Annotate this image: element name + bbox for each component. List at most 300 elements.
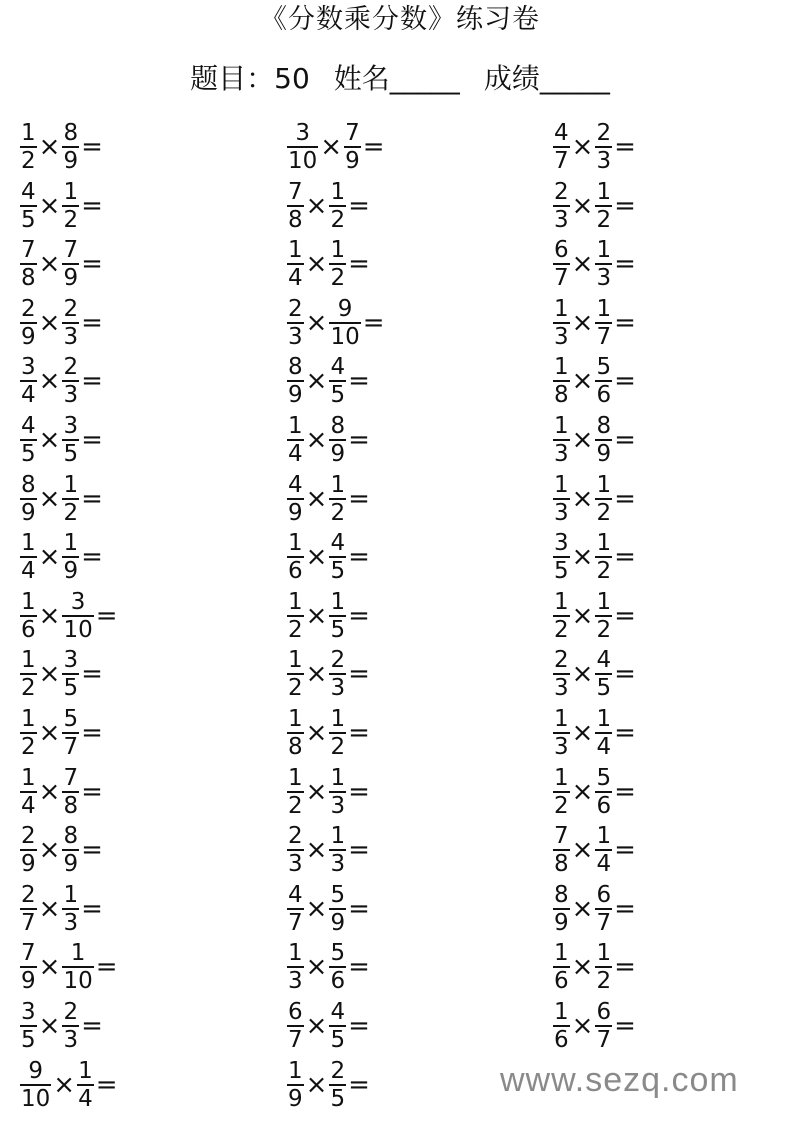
fraction-denominator: 3 — [63, 323, 79, 350]
fraction — [287, 238, 304, 290]
fraction — [62, 824, 79, 876]
fraction-denominator: 4 — [21, 792, 36, 819]
fraction — [329, 297, 360, 349]
equals-sign: = — [81, 249, 103, 280]
fraction-numerator: 7 — [21, 940, 36, 967]
problem-item — [20, 589, 118, 643]
fraction-denominator: 2 — [330, 499, 346, 526]
problem-item — [287, 940, 370, 994]
fraction-denominator: 2 — [288, 616, 303, 643]
fraction-denominator: 2 — [21, 734, 36, 760]
problem-item — [20, 647, 103, 701]
problem-item — [553, 413, 636, 467]
fraction-denominator: 5 — [330, 382, 346, 409]
multiply-sign: × — [305, 776, 328, 807]
fraction — [595, 707, 612, 759]
fraction — [287, 1000, 304, 1052]
fraction-denominator: 5 — [330, 1085, 346, 1112]
fraction — [329, 766, 346, 818]
fraction-numerator: 3 — [63, 413, 79, 439]
problem-item — [553, 179, 636, 233]
fraction-numerator: 6 — [288, 999, 303, 1025]
fraction — [329, 355, 346, 407]
fraction — [595, 1000, 612, 1052]
fraction-denominator: 3 — [288, 968, 303, 995]
fraction-denominator: 2 — [63, 206, 79, 233]
fraction-denominator: 2 — [554, 616, 569, 643]
fraction-denominator: 3 — [554, 499, 569, 526]
fraction-numerator: 7 — [345, 120, 360, 146]
fraction-denominator: 2 — [330, 206, 346, 233]
fraction-numerator: 1 — [21, 647, 36, 674]
fraction — [287, 180, 304, 232]
fraction-numerator: 2 — [63, 295, 79, 322]
fraction-denominator: 7 — [596, 909, 612, 936]
problem-item — [553, 472, 636, 526]
equals-sign: = — [348, 425, 370, 455]
fraction — [62, 648, 79, 700]
fraction-numerator: 2 — [330, 1057, 346, 1084]
fraction — [595, 121, 612, 173]
fraction-denominator: 6 — [554, 968, 569, 995]
fraction-denominator: 3 — [554, 206, 569, 233]
fraction-denominator: 7 — [596, 1027, 612, 1053]
equals-sign: = — [348, 776, 370, 807]
fraction — [553, 297, 570, 349]
fraction-denominator: 9 — [554, 909, 569, 936]
equals-sign: = — [614, 249, 636, 280]
fraction-numerator: 4 — [596, 647, 612, 674]
fraction — [553, 648, 570, 700]
problem-item — [20, 940, 118, 994]
fraction-denominator: 2 — [288, 792, 303, 819]
equals-sign: = — [614, 190, 636, 221]
fraction-numerator: 1 — [21, 706, 36, 732]
fraction-denominator: 8 — [288, 206, 303, 233]
fraction-denominator: 3 — [330, 851, 346, 878]
multiply-sign: × — [571, 366, 594, 397]
equals-sign: = — [348, 190, 370, 221]
multiply-sign: × — [53, 1069, 76, 1100]
fraction-denominator: 7 — [21, 909, 36, 936]
fraction-numerator: 1 — [554, 354, 569, 381]
fraction-numerator: 4 — [554, 120, 569, 146]
fraction — [287, 414, 304, 466]
problem-item — [287, 706, 370, 760]
fraction-numerator: 5 — [596, 764, 612, 791]
fraction — [329, 531, 346, 583]
fraction-denominator: 3 — [288, 323, 303, 350]
fraction — [553, 473, 570, 525]
fraction-denominator: 2 — [288, 675, 303, 702]
fraction-numerator: 1 — [554, 295, 569, 322]
fraction — [595, 355, 612, 407]
equals-sign: = — [348, 1069, 370, 1100]
fraction-denominator: 3 — [554, 734, 569, 760]
fraction — [329, 414, 346, 466]
equals-sign: = — [614, 1011, 636, 1041]
fraction — [329, 180, 346, 232]
fraction-numerator: 1 — [554, 706, 569, 732]
problem-item — [287, 237, 370, 291]
fraction — [20, 941, 37, 993]
fraction-numerator: 1 — [288, 530, 303, 557]
fraction — [595, 648, 612, 700]
problem-item — [553, 354, 636, 408]
fraction — [287, 707, 304, 759]
fraction-numerator: 3 — [63, 647, 79, 674]
fraction-numerator: 6 — [596, 999, 612, 1025]
fraction — [62, 941, 93, 993]
equals-sign: = — [81, 659, 103, 690]
fraction-numerator: 8 — [63, 120, 79, 146]
fraction-denominator: 7 — [596, 323, 612, 350]
fraction-denominator: 5 — [21, 206, 36, 233]
multiply-sign: × — [571, 307, 594, 338]
equals-sign: = — [81, 132, 103, 162]
fraction-denominator: 9 — [288, 499, 303, 526]
fraction — [62, 297, 79, 349]
fraction-numerator: 2 — [554, 178, 569, 205]
fraction — [329, 473, 346, 525]
equals-sign: = — [614, 307, 636, 338]
fraction — [553, 590, 570, 642]
problem-item — [20, 765, 103, 819]
fraction — [553, 180, 570, 232]
fraction-denominator: 9 — [288, 1085, 303, 1112]
problem-item — [553, 237, 636, 291]
fraction-numerator: 2 — [288, 823, 303, 850]
fraction-denominator: 5 — [330, 558, 346, 585]
multiply-sign: × — [305, 1011, 328, 1041]
problem-item — [20, 472, 103, 526]
fraction — [20, 590, 37, 642]
fraction — [595, 238, 612, 290]
fraction-denominator: 7 — [288, 909, 303, 936]
fraction-denominator: 3 — [554, 441, 569, 467]
fraction-denominator: 3 — [596, 265, 612, 292]
multiply-sign: × — [38, 249, 61, 280]
fraction-numerator: 2 — [21, 881, 36, 908]
equals-sign: = — [81, 835, 103, 866]
equals-sign: = — [348, 600, 370, 631]
page-title: 《分数乘分数》练习卷 — [260, 4, 540, 35]
multiply-sign: × — [38, 600, 61, 631]
multiply-sign: × — [38, 952, 61, 983]
fraction-denominator: 10 — [63, 968, 93, 995]
fraction-numerator: 6 — [554, 237, 569, 264]
multiply-sign: × — [305, 718, 328, 748]
fraction-numerator: 1 — [554, 940, 569, 967]
fraction-numerator: 1 — [596, 471, 612, 498]
multiply-sign: × — [305, 249, 328, 280]
fraction-numerator: 1 — [596, 295, 612, 322]
fraction-numerator: 2 — [21, 823, 36, 850]
problem-item — [20, 1058, 118, 1112]
fraction-numerator: 2 — [21, 295, 36, 322]
fraction — [287, 297, 304, 349]
problem-item — [20, 999, 103, 1053]
fraction — [62, 590, 93, 642]
fraction-denominator: 7 — [288, 1027, 303, 1053]
score-field: 成绩_____ — [483, 62, 610, 95]
multiply-sign: × — [38, 366, 61, 397]
equals-sign: = — [348, 542, 370, 573]
student-name-field: 姓名_____ — [333, 62, 460, 95]
multiply-sign: × — [571, 659, 594, 690]
fraction — [329, 707, 346, 759]
fraction — [595, 590, 612, 642]
fraction — [553, 1000, 570, 1052]
problem-item — [287, 999, 370, 1053]
fraction — [20, 297, 37, 349]
fraction — [287, 531, 304, 583]
watermark: www.sezq.com — [500, 1061, 739, 1099]
fraction — [62, 883, 79, 935]
fraction-numerator: 9 — [337, 295, 353, 322]
fraction-numerator: 1 — [63, 530, 79, 557]
problem-item — [20, 823, 103, 877]
fraction-denominator: 5 — [596, 675, 612, 702]
fraction — [287, 766, 304, 818]
fraction-numerator: 1 — [288, 940, 303, 967]
fraction — [20, 648, 37, 700]
fraction-numerator: 5 — [596, 354, 612, 381]
multiply-sign: × — [571, 249, 594, 280]
fraction — [287, 590, 304, 642]
fraction-numerator: 1 — [330, 706, 346, 732]
fraction-numerator: 1 — [330, 237, 346, 264]
fraction-numerator: 9 — [28, 1057, 43, 1084]
fraction-numerator: 8 — [596, 413, 612, 439]
multiply-sign: × — [571, 483, 594, 514]
fraction-denominator: 7 — [63, 734, 79, 760]
fraction — [553, 824, 570, 876]
equals-sign: = — [348, 483, 370, 514]
fraction-denominator: 8 — [21, 265, 36, 292]
fraction-numerator: 4 — [330, 530, 346, 557]
fraction-numerator: 1 — [288, 588, 303, 615]
fraction-denominator: 9 — [21, 968, 36, 995]
fraction-numerator: 1 — [21, 588, 36, 615]
fraction — [20, 766, 37, 818]
multiply-sign: × — [305, 425, 328, 455]
fraction-numerator: 1 — [21, 530, 36, 557]
problem-item — [287, 179, 370, 233]
fraction-numerator: 1 — [330, 823, 346, 850]
fraction-denominator: 2 — [330, 265, 346, 292]
fraction-denominator: 10 — [330, 323, 360, 350]
problem-item — [20, 354, 103, 408]
fraction-denominator: 3 — [288, 851, 303, 878]
problem-item — [287, 530, 370, 584]
multiply-sign: × — [571, 425, 594, 455]
equals-sign: = — [614, 659, 636, 690]
fraction-numerator: 4 — [21, 178, 36, 205]
fraction — [20, 883, 37, 935]
fraction-numerator: 1 — [596, 823, 612, 850]
fraction-numerator: 5 — [330, 940, 346, 967]
multiply-sign: × — [571, 718, 594, 748]
fraction-numerator: 1 — [70, 940, 86, 967]
fraction — [329, 824, 346, 876]
fraction-denominator: 3 — [330, 675, 346, 702]
equals-sign: = — [348, 366, 370, 397]
fraction — [287, 883, 304, 935]
multiply-sign: × — [38, 1011, 61, 1041]
fraction-denominator: 5 — [21, 1027, 36, 1053]
problem-item — [20, 882, 103, 936]
equals-sign: = — [81, 483, 103, 514]
multiply-sign: × — [571, 1011, 594, 1041]
fraction-numerator: 4 — [21, 413, 36, 439]
equals-sign: = — [348, 1011, 370, 1041]
fraction — [20, 180, 37, 232]
fraction-numerator: 1 — [596, 588, 612, 615]
multiply-sign: × — [571, 190, 594, 221]
problem-item — [287, 765, 370, 819]
fraction — [553, 121, 570, 173]
fraction — [20, 824, 37, 876]
fraction-numerator: 1 — [78, 1057, 93, 1084]
fraction — [20, 1059, 51, 1111]
fraction-denominator: 9 — [21, 499, 36, 526]
fraction — [595, 883, 612, 935]
multiply-sign: × — [38, 893, 61, 924]
problem-item — [553, 120, 636, 174]
problem-item — [20, 296, 103, 350]
problem-item — [553, 530, 636, 584]
fraction — [553, 883, 570, 935]
fraction-denominator: 2 — [596, 616, 612, 643]
fraction — [595, 941, 612, 993]
fraction-denominator: 8 — [554, 851, 569, 878]
fraction-numerator: 2 — [554, 647, 569, 674]
multiply-sign: × — [305, 190, 328, 221]
multiply-sign: × — [571, 132, 594, 162]
problem-item — [20, 530, 103, 584]
fraction-numerator: 1 — [63, 178, 79, 205]
equals-sign: = — [81, 893, 103, 924]
fraction-numerator: 1 — [330, 764, 346, 791]
fraction-denominator: 6 — [288, 558, 303, 585]
fraction — [553, 414, 570, 466]
fraction — [553, 941, 570, 993]
fraction-denominator: 2 — [596, 206, 612, 233]
problem-item — [287, 882, 370, 936]
fraction-numerator: 5 — [63, 706, 79, 732]
equals-sign: = — [348, 249, 370, 280]
fraction — [20, 121, 37, 173]
fraction — [20, 1000, 37, 1052]
problem-item — [553, 940, 636, 994]
fraction-numerator: 3 — [21, 354, 36, 381]
multiply-sign: × — [305, 952, 328, 983]
fraction-numerator: 1 — [288, 706, 303, 732]
fraction-denominator: 9 — [21, 851, 36, 878]
fraction — [287, 473, 304, 525]
fraction-denominator: 9 — [288, 382, 303, 409]
fraction-numerator: 1 — [288, 1057, 303, 1084]
multiply-sign: × — [38, 718, 61, 748]
fraction — [344, 121, 361, 173]
equals-sign: = — [614, 776, 636, 807]
equals-sign: = — [81, 366, 103, 397]
equals-sign: = — [614, 366, 636, 397]
fraction-denominator: 6 — [596, 382, 612, 409]
fraction-numerator: 1 — [288, 764, 303, 791]
problem-item — [287, 589, 370, 643]
fraction-denominator: 5 — [63, 441, 79, 467]
equals-sign: = — [614, 483, 636, 514]
problem-item — [553, 296, 636, 350]
equals-sign: = — [348, 718, 370, 748]
fraction-denominator: 5 — [554, 558, 569, 585]
fraction-denominator: 9 — [63, 558, 79, 585]
fraction-denominator: 9 — [345, 148, 360, 174]
equals-sign: = — [614, 600, 636, 631]
fraction-numerator: 2 — [596, 120, 612, 146]
problem-item — [553, 999, 636, 1053]
multiply-sign: × — [38, 190, 61, 221]
fraction-numerator: 7 — [554, 823, 569, 850]
problem-item — [553, 589, 636, 643]
fraction-denominator: 2 — [63, 499, 79, 526]
fraction-numerator: 1 — [330, 471, 346, 498]
fraction-numerator: 1 — [21, 764, 36, 791]
fraction-numerator: 4 — [288, 881, 303, 908]
fraction-numerator: 3 — [295, 120, 310, 146]
fraction-denominator: 8 — [63, 792, 79, 819]
multiply-sign: × — [38, 483, 61, 514]
problem-item — [553, 765, 636, 819]
equals-sign: = — [95, 600, 118, 631]
equals-sign: = — [614, 893, 636, 924]
problem-item — [20, 706, 103, 760]
fraction-numerator: 1 — [596, 530, 612, 557]
fraction — [553, 238, 570, 290]
multiply-sign: × — [320, 132, 343, 162]
fraction-numerator: 5 — [330, 881, 346, 908]
fraction-denominator: 4 — [21, 558, 36, 585]
fraction — [62, 531, 79, 583]
fraction — [62, 414, 79, 466]
fraction-denominator: 4 — [21, 382, 36, 409]
equals-sign: = — [81, 776, 103, 807]
fraction-numerator: 1 — [330, 588, 346, 615]
fraction — [287, 824, 304, 876]
fraction-denominator: 6 — [596, 792, 612, 819]
fraction-numerator: 1 — [288, 237, 303, 264]
fraction — [329, 883, 346, 935]
fraction-numerator: 1 — [288, 647, 303, 674]
fraction — [595, 414, 612, 466]
multiply-sign: × — [305, 893, 328, 924]
fraction-numerator: 7 — [21, 237, 36, 264]
fraction-denominator: 4 — [596, 851, 612, 878]
problem-item — [553, 647, 636, 701]
fraction-denominator: 7 — [554, 148, 569, 174]
fraction-denominator: 2 — [21, 148, 36, 174]
problem-item — [287, 120, 385, 174]
multiply-sign: × — [38, 307, 61, 338]
multiply-sign: × — [305, 1069, 328, 1100]
equals-sign: = — [362, 132, 385, 162]
multiply-sign: × — [571, 776, 594, 807]
fraction-denominator: 2 — [596, 968, 612, 995]
equals-sign: = — [348, 952, 370, 983]
fraction-denominator: 2 — [21, 675, 36, 702]
